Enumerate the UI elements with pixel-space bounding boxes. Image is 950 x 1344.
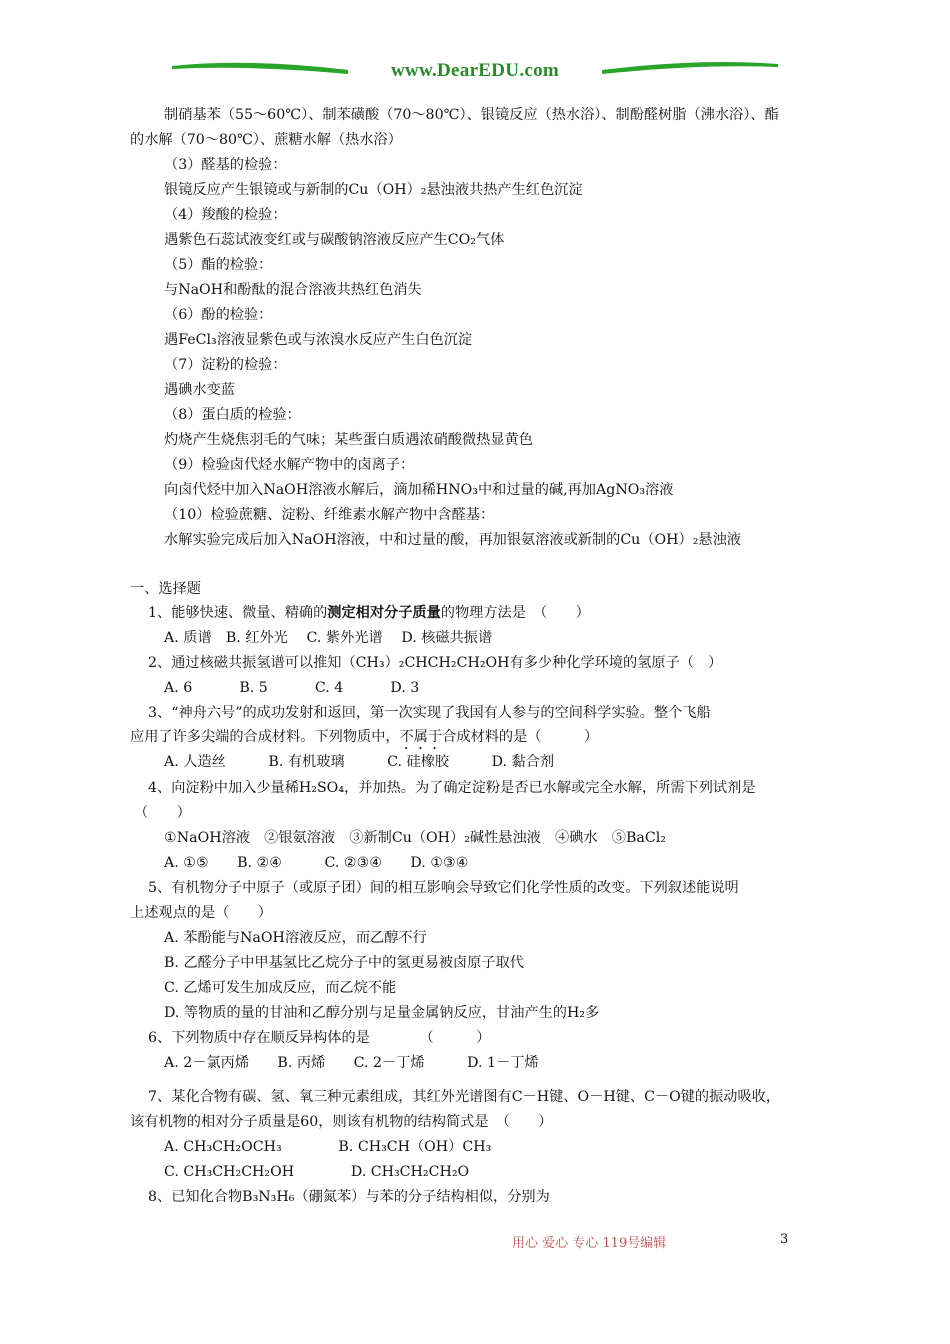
question-options: A. CH₃CH₂OCH₃ B. CH₃CH（OH）CH₃ [164, 1139, 492, 1155]
question-8: 8、已知化合物B₃N₃H₆（硼氮苯）与苯的分子结构相似，分别为 [148, 1189, 550, 1205]
text-line: 的水解（70～80℃）、蔗糖水解（热水浴） [130, 132, 402, 148]
text-line: （4）羧酸的检验： [164, 207, 287, 223]
question-option: A. 苯酚能与NaOH溶液反应，而乙醇不行 [164, 930, 427, 946]
text-line: 遇紫色石蕊试液变红或与碳酸钠溶液反应产生CO₂气体 [164, 232, 505, 248]
question-7-cont: 该有机物的相对分子质量是60，则该有机物的结构简式是 （ ） [130, 1114, 553, 1130]
question-option: B. 乙醛分子中甲基氢比乙烷分子中的氢更易被卤原子取代 [164, 955, 524, 971]
question-5-cont: 上述观点的是（ ） [130, 905, 272, 921]
question-option: C. 乙烯可发生加成反应，而乙烷不能 [164, 980, 397, 996]
question-6: 6、下列物质中存在顺反异构体的是 （ ） [148, 1030, 491, 1046]
question-options: A. 人造丝 B. 有机玻璃 C. 硅橡胶 D. 黏合剂 [164, 754, 555, 770]
question-reagents: ①NaOH溶液 ②银氨溶液 ③新制Cu（OH）₂碱性悬浊液 ④碘水 ⑤BaCl₂ [164, 830, 666, 846]
question-3-cont [130, 728, 598, 753]
text-line: （6）酚的检验： [164, 307, 273, 323]
text-line: 遇FeCl₃溶液显紫色或与浓溴水反应产生白色沉淀 [164, 332, 473, 348]
text-line: 遇碘水变蓝 [164, 382, 235, 398]
question-3-pre: 应用了许多尖端的合成材料。下列物质中， [130, 729, 400, 745]
question-1-bold: 测定相对分子质量 [327, 605, 441, 621]
question-5: 5、有机物分子中原子（或原子团）间的相互影响会导致它们化学性质的改变。下列叙述能说明 [148, 880, 739, 896]
text-line: 向卤代烃中加入NaOH溶液水解后，滴加稀HNO₃中和过量的碱,再加AgNO₃溶液 [164, 482, 674, 498]
question-2: 2、通过核磁共振氢谱可以推知（CH₃）₂CHCH₂CH₂OH有多少种化学环境的氢原子（ ） [148, 655, 723, 671]
question-1 [148, 604, 590, 622]
text-line: 水解实验完成后加入NaOH溶液，中和过量的酸，再加银氨溶液或新制的Cu（OH）₂悬浊液 [164, 532, 741, 548]
question-options: A. 6 B. 5 C. 4 D. 3 [164, 680, 420, 696]
text-line: （8）蛋白质的检验： [164, 407, 301, 423]
question-4-cont: （ ） [134, 805, 191, 821]
text-line: （10）检验蔗糖、淀粉、纤维素水解产物中含醛基： [164, 507, 495, 523]
question-options: C. CH₃CH₂CH₂OH D. CH₃CH₂CH₂O [164, 1164, 470, 1180]
site-header [170, 52, 780, 88]
text-line: （3）醛基的检验： [164, 157, 287, 173]
question-options: A. 质谱 B. 红外光 C. 紫外光谱 D. 核磁共振谱 [164, 630, 493, 646]
question-1-post: 的物理方法是 （ ） [440, 605, 590, 621]
footer-note: 用心 爱心 专心 119号编辑 [512, 1236, 667, 1251]
question-7: 7、某化合物有碳、氢、氧三种元素组成，其红外光谱图有C－H键、O－H键、C－O键的振动吸收， [148, 1089, 781, 1105]
text-line: 与NaOH和酚酞的混合溶液共热红色消失 [164, 282, 422, 298]
text-line: （5）酯的检验： [164, 257, 273, 273]
text-line: （7）淀粉的检验： [164, 357, 287, 373]
page-number: 3 [780, 1232, 789, 1247]
question-options: A. ①⑤ B. ②④ C. ②③④ D. ①③④ [164, 855, 469, 871]
question-3: 3、“神舟六号”的成功发射和返回，第一次实现了我国有人参与的空间科学实验。整个飞船 [148, 705, 711, 721]
text-line: 灼烧产生烧焦羽毛的气味；某些蛋白质遇浓硝酸微热显黄色 [164, 432, 533, 448]
question-3-emph: 不属于 [399, 729, 443, 745]
text-line: 银镜反应产生银镜或与新制的Cu（OH）₂悬浊液共热产生红色沉淀 [164, 182, 583, 198]
site-url[interactable]: www.DearEDU.com [390, 60, 560, 81]
text-line: （9）检验卤代烃水解产物中的卤离子： [164, 457, 415, 473]
question-3-post: 合成材料的是（ ） [442, 729, 599, 745]
question-option: D. 等物质的量的甘油和乙醇分别与足量金属钠反应，甘油产生的H₂多 [164, 1005, 600, 1021]
question-options: A. 2－氯丙烯 B. 丙烯 C. 2－丁烯 D. 1－丁烯 [164, 1055, 539, 1071]
text-line: 制硝基苯（55～60℃）、制苯磺酸（70～80℃）、银镜反应（热水浴）、制酚醛树脂（沸水浴）、酯 [164, 107, 779, 123]
question-1-pre: 1、能够快速、微量、精确的 [148, 605, 328, 621]
section-heading: 一、选择题 [130, 581, 201, 597]
question-4: 4、向淀粉中加入少量稀H₂SO₄，并加热。为了确定淀粉是否已水解或完全水解，所需下列试剂是 [148, 780, 756, 796]
